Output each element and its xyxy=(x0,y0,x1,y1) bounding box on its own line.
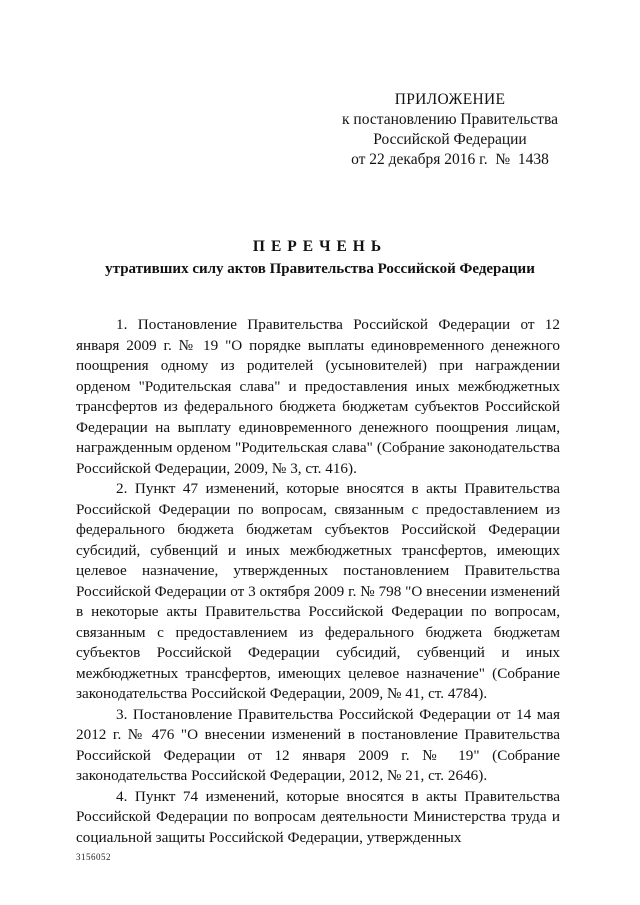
appendix-line-1: к постановлению Правительства xyxy=(342,111,558,128)
document-subtitle: утративших силу актов Правительства Российской Федерации xyxy=(105,261,535,277)
document-body xyxy=(76,315,560,848)
paragraph-1: 1. Постановление Правительства Российской Федерации от 12 января 2009 г. № 19 "О порядке выплаты единовременного денежного поощрения одному из родителей (усыновителей) при награждении орденом "Родительская слава" и предоставления иных межбюджетных трансфертов из федерального бюджета бюджетам субъектов Российской Федерации на выплату единовременного денежного поощрения лицам, награжденным орденом "Родительская слава" (Собрание законодательства Российской Федерации, 2009, № 3, ст. 416). xyxy=(76,316,560,477)
paragraph-2: 2. Пункт 47 изменений, которые вносятся в акты Правительства Российской Федерации по вопросам, связанным с предоставлением из федерального бюджета бюджетам субъектов Российской Федерации субсидий, субвенций и иных межбюджетных трансфертов, имеющих целевое назначение, утвержденных постановлением Правительства Российской Федерации от 3 октября 2009 г. № 798 "О внесении изменений в некоторые акты Правительства Российской Федерации по вопросам, связанным с предоставлением из федерального бюджета бюджетам субъектов Российской Федерации субсидий, субвенций и иных межбюджетных трансфертов, имеющих целевое назначение" (Собрание законодательства Российской Федерации, 2009, № 41, ст. 4784). xyxy=(76,480,560,702)
appendix-line-2: Российской Федерации xyxy=(373,131,527,148)
paragraph-4: 4. Пункт 74 изменений, которые вносятся в акты Правительства Российской Федерации по вопросам деятельности Министерства труда и социальной защиты Российской Федерации, утвержденных xyxy=(76,787,560,846)
paragraph-3: 3. Постановление Правительства Российской Федерации от 14 мая 2012 г. № 476 "О внесении изменений в постановление Правительства Российской Федерации от 12 января 2009 г. № 19" (Собрание законодательства Российской Федерации, 2012, № 21, ст. 2646). xyxy=(76,705,560,784)
document-code: 3156052 xyxy=(76,852,111,862)
appendix-block xyxy=(330,90,570,170)
appendix-line-3: от 22 декабря 2016 г. № 1438 xyxy=(351,151,549,168)
document-title: ПЕРЕЧЕНЬ xyxy=(252,238,388,255)
appendix-title: ПРИЛОЖЕНИЕ xyxy=(394,91,506,108)
